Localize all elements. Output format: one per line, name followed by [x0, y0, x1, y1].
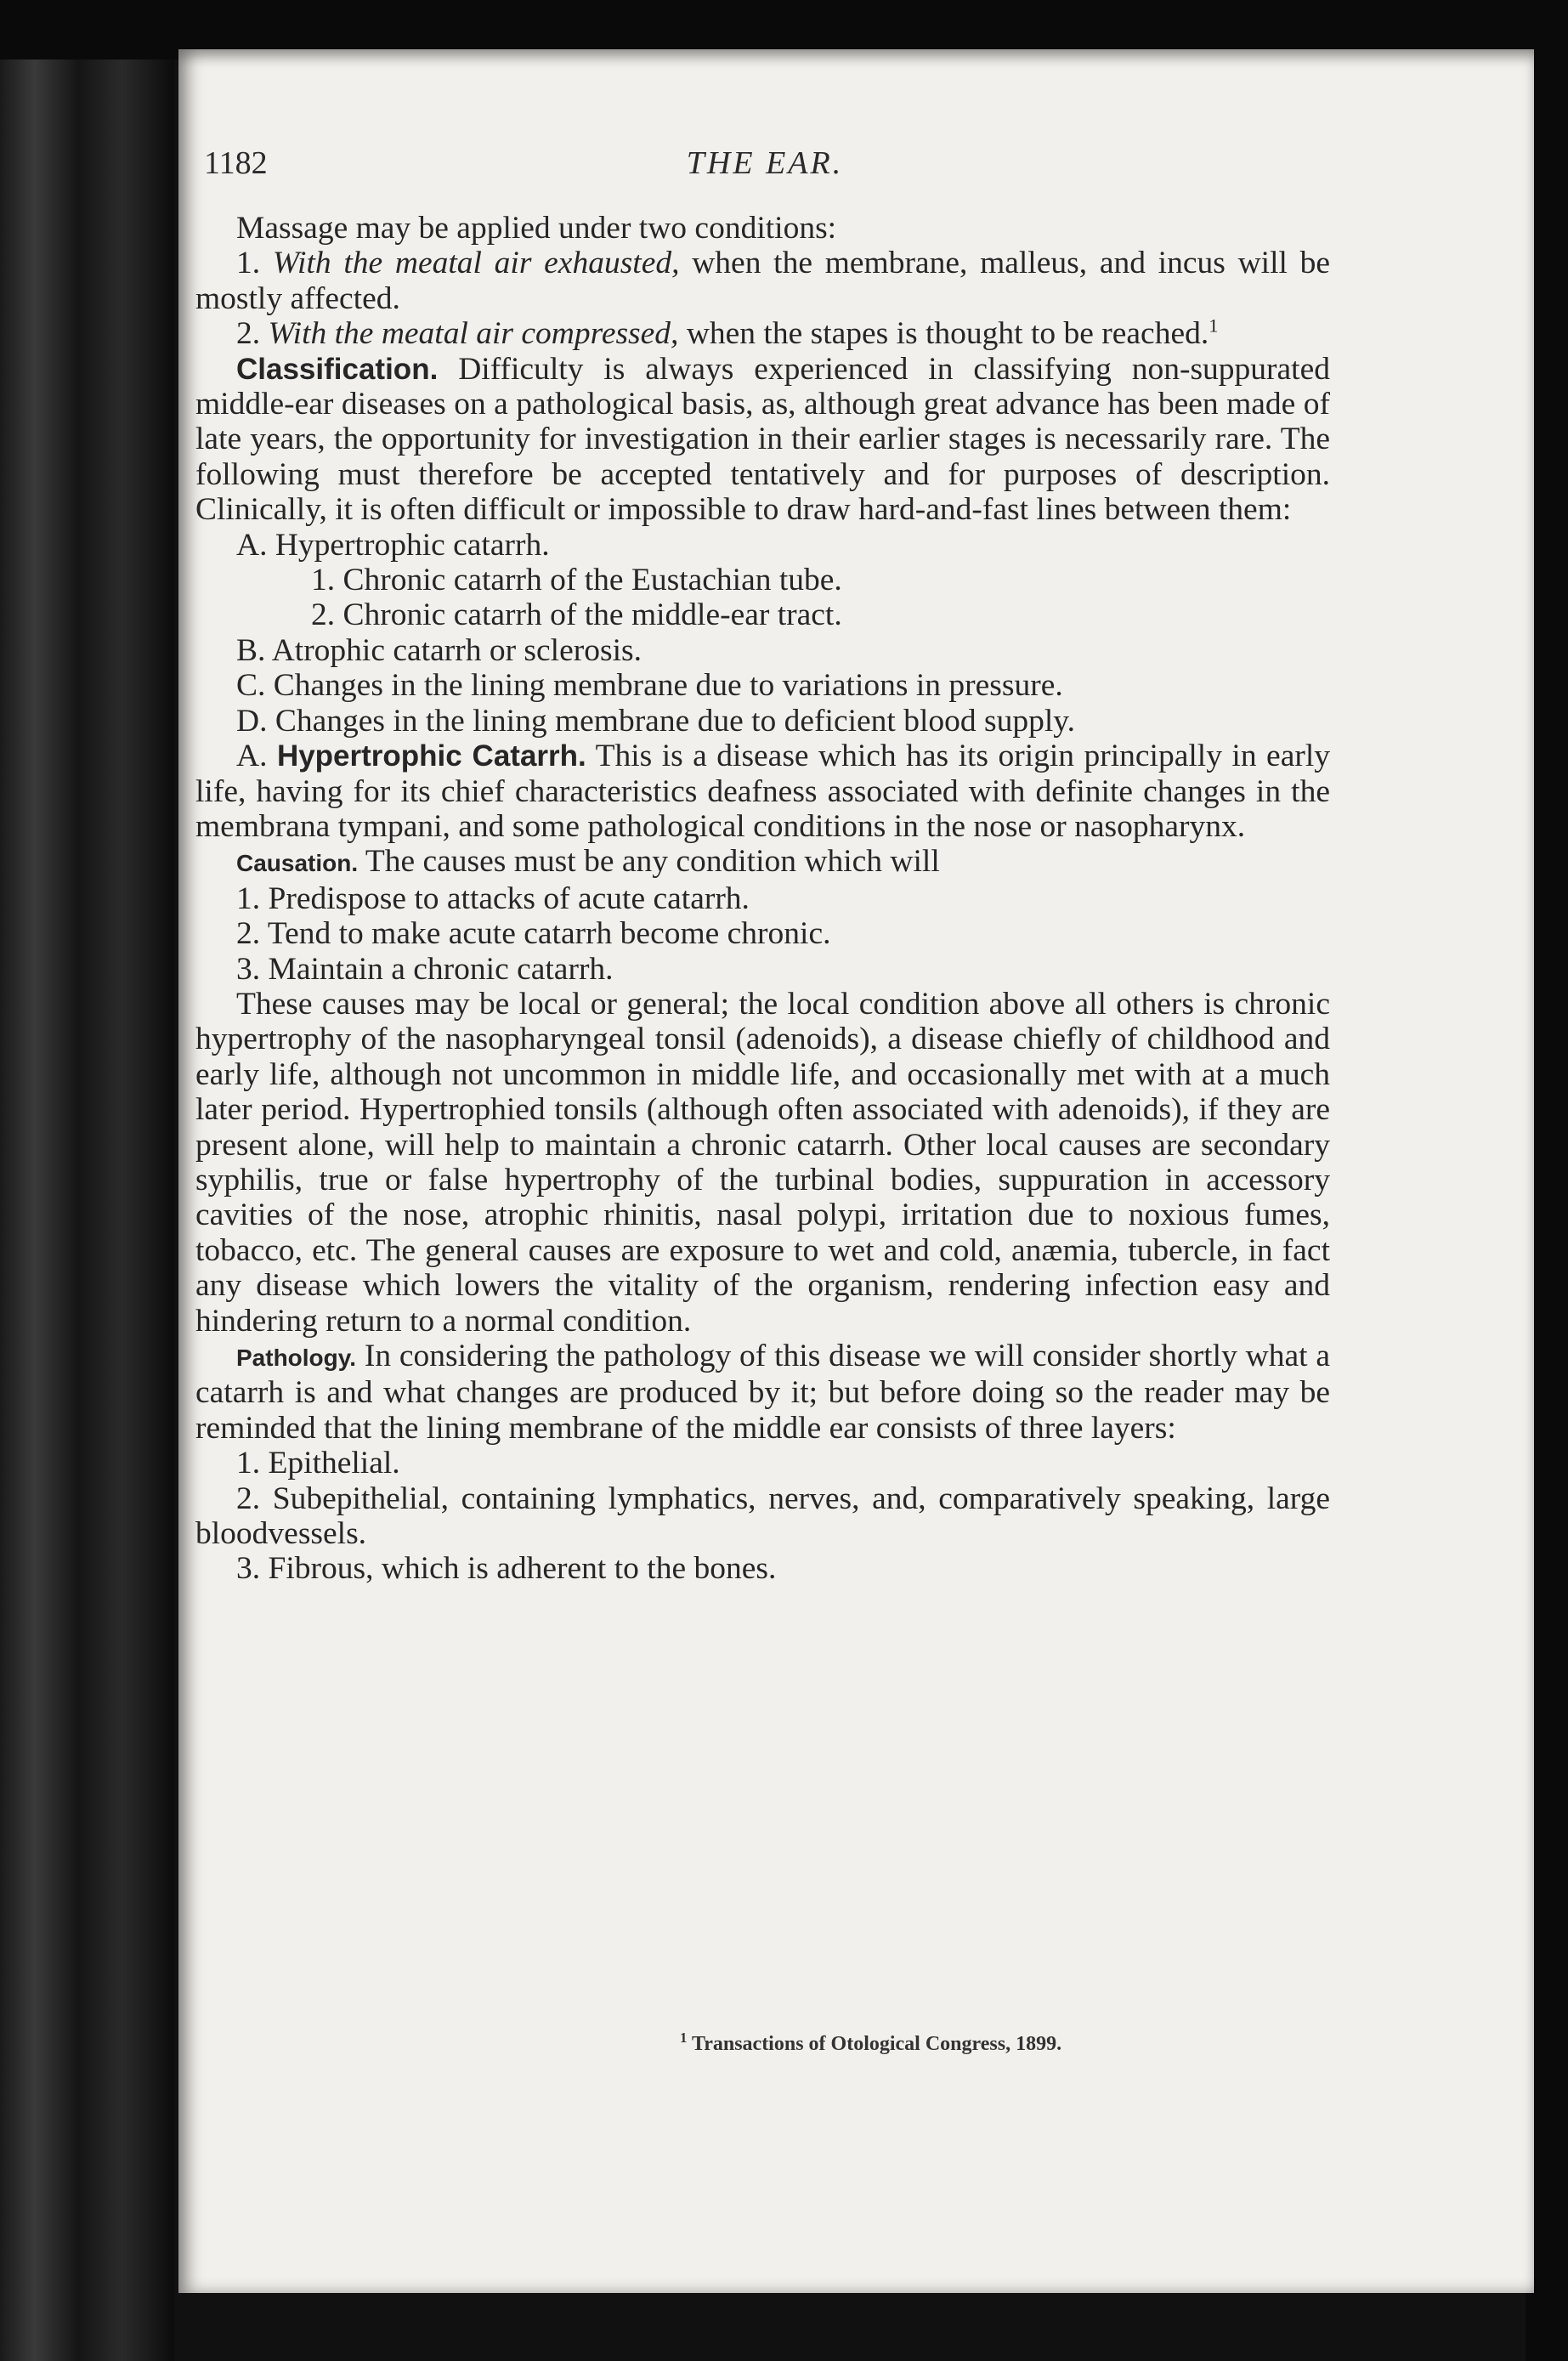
list-item: A. Hypertrophic catarrh.	[236, 527, 550, 563]
text-fragment: and incus will be mostly affected.	[195, 246, 1331, 316]
paragraph-text: The causes must be any condition which will	[365, 844, 940, 880]
list-item: 2. Subepithelial, containing lymphatics, nerves, and, comparatively speaking, large bloodvessels.	[195, 1481, 1330, 1552]
subsection-heading: Causation.	[236, 850, 359, 877]
section-heading: Hypertrophic Catarrh.	[276, 739, 586, 773]
footnote-text: Transactions of Otological Congress, 1899.	[691, 2033, 1062, 2055]
footnote-marker: 1	[680, 2030, 688, 2046]
text-fragment: when the stapes is thought to	[686, 316, 1056, 352]
list-item: B. Atrophic catarrh or sclerosis.	[236, 632, 642, 668]
hypertrophic-paragraph	[195, 739, 1330, 844]
page-number: 1182	[204, 145, 268, 181]
film-border-left	[0, 0, 174, 2361]
list-item: 1. Epithelial.	[236, 1446, 400, 1481]
list-item: 1. Chronic catarrh of the Eustachian tube.	[311, 563, 842, 598]
condition-2	[195, 316, 1330, 351]
condition-1	[195, 246, 1330, 316]
causes-paragraph: These causes may be local or general; the local condition above all others is chronic hypertrophy of the nasopharyngeal tonsil (adenoids), a disease chiefly of childhood and early life, although not uncommon in middle life, and occasionally met with at a much later period. Hypertrophied tonsils (although often associated with adenoids), if they are present alone, will help to maintain a chronic catarrh. Other local causes are secondary syphilis, true or false hypertrophy of the turbinal bodies, suppuration in accessory cavities of the nose, atrophic rhinitis, nasal polypi, irritation due to noxious fumes, tobacco, etc. The general causes are exposure to wet and cold, anæmia, tubercle, in fact any disease which lowers the vitality of the organism, rendering infection easy and hindering return to a normal condition.	[195, 986, 1330, 1339]
causation-paragraph	[195, 844, 1330, 880]
subsection-heading: Pathology.	[236, 1345, 357, 1371]
list-item: 2. Tend to make acute catarrh become chronic.	[236, 916, 831, 952]
running-head: THE EAR.	[686, 145, 844, 181]
list-item: 3. Maintain a chronic catarrh.	[236, 951, 614, 987]
section-heading: Classification.	[236, 352, 439, 386]
list-number: 2.	[236, 316, 261, 352]
text-fragment: when the membrane, malleus,	[692, 246, 1088, 281]
section-label: A.	[236, 739, 268, 774]
list-number: 1.	[236, 246, 261, 281]
list-item: 3. Fibrous, which is adherent to the bones.	[236, 1551, 777, 1587]
classification-paragraph	[195, 352, 1330, 528]
text-fragment: be reached.	[1063, 316, 1209, 352]
paragraph-text: Difficulty is always experienced in classifying non-suppurated middle-ear diseases on a pathological basis, as, although great advance has been made of late years, the opportunity for investigation in their earlier stages is necessarily rare. The following must therefore be accepted tentatively and for purposes of description. Clinically, it is often difficult or impossible to draw hard-and-fast lines between them:	[195, 351, 1330, 528]
list-item: D. Changes in the lining membrane due to deficient blood supply.	[236, 703, 1075, 739]
list-item: C. Changes in the lining membrane due to variations in pressure.	[236, 668, 1063, 704]
footnote	[680, 2030, 1062, 2056]
paragraph-text: In considering the pathology of this disease we will consider shortly what a catarrh is and what changes are produced by it; but before doing so the reader may be reminded that the lining membrane of the middle ear consists of three layers:	[195, 1339, 1330, 1446]
pathology-paragraph	[195, 1339, 1330, 1446]
list-item: 1. Predispose to attacks of acute catarrh.	[236, 880, 750, 916]
list-item: 2. Chronic catarrh of the middle-ear tract.	[311, 597, 842, 633]
italic-phrase: With the meatal air exhausted,	[272, 246, 680, 281]
italic-phrase: With the meatal air compressed,	[268, 316, 679, 352]
page-body	[195, 211, 1330, 1587]
text-line: Massage may be applied under two conditions:	[236, 211, 837, 246]
page-header	[204, 144, 1326, 195]
footnote-ref: 1	[1209, 314, 1219, 337]
paragraph-text: This is a disease which has its origin principally in early life, having for its chief characteristics deafness associated with definite changes in the membrana tympani, and some pathological conditions in the nose or nasopharynx.	[195, 739, 1330, 844]
